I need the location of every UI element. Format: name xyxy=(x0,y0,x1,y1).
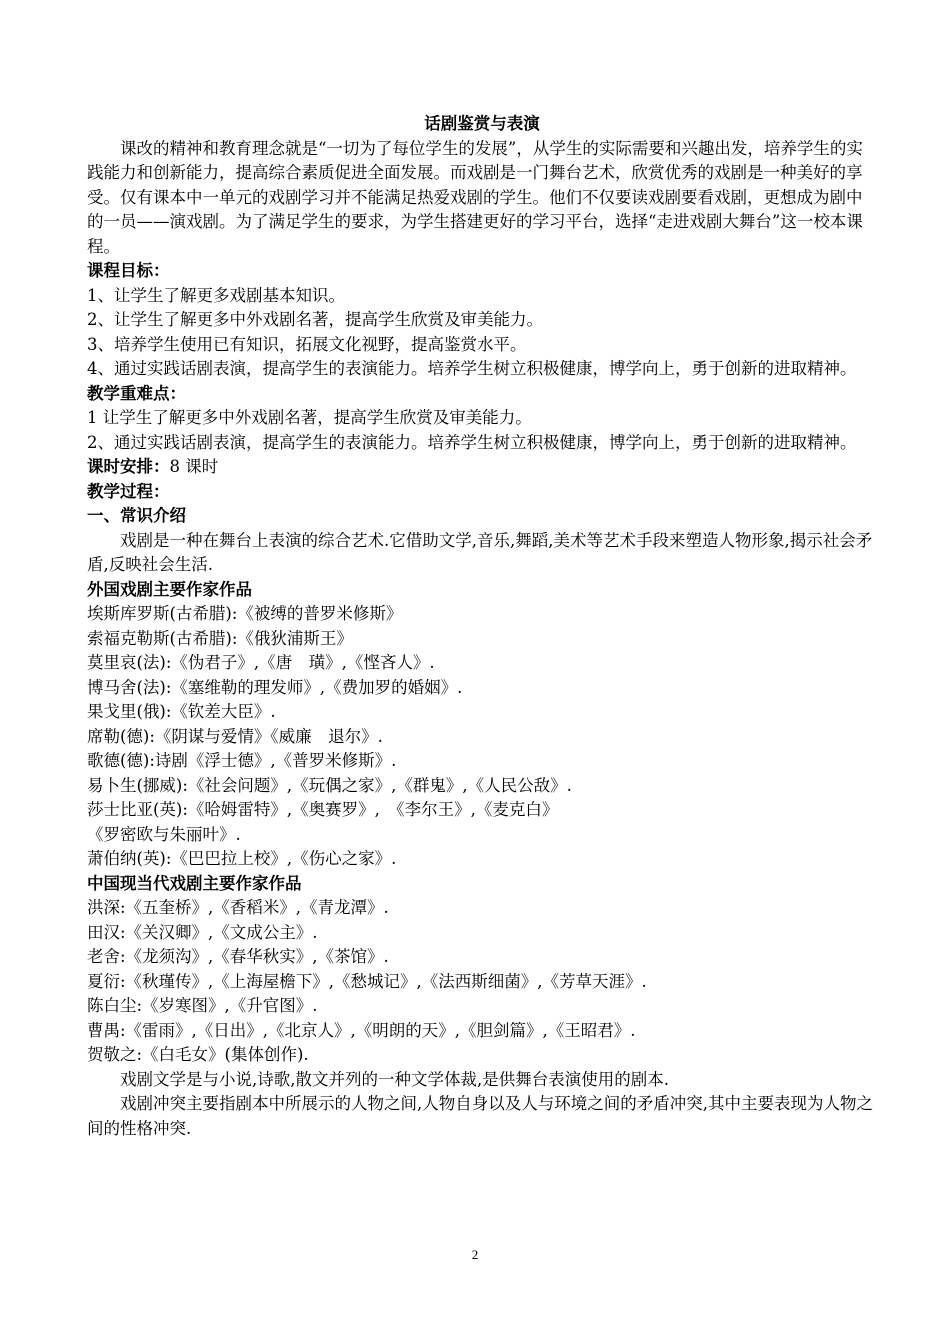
foreign-work-line: 索福克勒斯(古希腊):《俄狄浦斯王》 xyxy=(87,628,353,648)
goal-item: 1、让学生了解更多戏剧基本知识。 xyxy=(87,285,345,305)
foreign-work-line: 席勒(德):《阴谋与爱情》《威廉 退尔》. xyxy=(87,726,383,746)
closing-paragraph: 戏剧文学是与小说,诗歌,散文并列的一种文学体裁,是供舞台表演使用的剧本. xyxy=(120,1069,669,1089)
goal-item: 4、通过实践话剧表演，提高学生的表演能力。培养学生树立积极健康，博学向上，勇于创新的进取精神。 xyxy=(87,359,857,378)
goals-heading: 课程目标： xyxy=(87,261,170,280)
section1-text: 戏剧是一种在舞台上表演的综合艺术.它借助文学,音乐,舞蹈,美术等艺术手段来塑造人物形象,揭示社会矛盾,反映社会生活. xyxy=(87,530,873,574)
chinese-work-line: 陈白尘:《岁寒图》,《升官图》. xyxy=(87,996,318,1015)
page-title: 话剧鉴赏与表演 xyxy=(424,114,540,133)
key-point-item: 2、通过实践话剧表演，提高学生的表演能力。培养学生树立积极健康，博学向上，勇于创新的进取精神。 xyxy=(87,432,857,452)
schedule-line xyxy=(87,455,877,480)
foreign-work-line: 莎士比亚(英):《哈姆雷特》,《奥赛罗》, 《李尔王》,《麦克白》 xyxy=(87,800,559,819)
chinese-work-line: 洪深:《五奎桥》,《香稻米》,《青龙潭》. xyxy=(87,898,389,917)
section1-heading: 一、常识介绍 xyxy=(87,506,186,525)
foreign-work-line: 易卜生(挪威):《社会问题》,《玩偶之家》,《群鬼》,《人民公敌》. xyxy=(87,775,572,795)
closing-paragraph: 戏剧冲突主要指剧本中所展示的人物之间,人物自身以及人与环境之间的矛盾冲突,其中主要表现为人物之间的性格冲突. xyxy=(87,1094,873,1138)
chinese-work-line: 田汉:《关汉卿》,《文成公主》. xyxy=(87,922,318,942)
foreign-heading: 外国戏剧主要作家作品 xyxy=(87,579,252,599)
foreign-work-line: 莫里哀(法):《伪君子》,《唐 璜》,《悭吝人》. xyxy=(87,653,435,672)
foreign-work-line: 萧伯纳(英):《巴巴拉上校》,《伤心之家》. xyxy=(87,849,397,868)
schedule-label: 课时安排： xyxy=(87,457,170,476)
intro-paragraph: 课改的精神和教育理念就是“一切为了每位学生的发展”，从学生的实际需要和兴趣出发，培养学生的实践能力和创新能力，提高综合素质促进全面发展。而戏剧是一门舞台艺术，欣赏优秀的戏剧是一种美好的享受。仅有课本中一单元的戏剧学习并不能满足热爱戏剧的学生。他们不仅要读戏剧要看戏剧，更想成为剧中的一员——演戏剧。为了满足学生的要求，为学生搭建更好的学习平台，选择“走进戏剧大舞台”这一校本课程。 xyxy=(87,138,863,256)
foreign-work-line: 《罗密欧与朱丽叶》. xyxy=(87,824,241,844)
chinese-work-line: 夏衍:《秋瑾传》,《上海屋檐下》,《愁城记》,《法西斯细菌》,《芳草天涯》. xyxy=(87,971,647,991)
foreign-work-line: 歌德(德):诗剧《浮士德》,《普罗米修斯》. xyxy=(87,751,397,770)
foreign-work-line: 埃斯库罗斯(古希腊):《被缚的普罗米修斯》 xyxy=(87,604,403,623)
schedule-value: 8 课时 xyxy=(169,457,219,476)
page-number: 2 xyxy=(471,1247,479,1262)
goal-item: 3、培养学生使用已有知识，拓展文化视野，提高鉴赏水平。 xyxy=(87,334,527,354)
goal-item: 2、让学生了解更多中外戏剧名著，提高学生欣赏及审美能力。 xyxy=(87,310,543,329)
foreign-work-line: 博马舍(法):《塞维勒的理发师》,《费加罗的婚姻》. xyxy=(87,677,463,697)
chinese-work-line: 曹禺:《雷雨》,《日出》,《北京人》,《明朗的天》,《胆剑篇》,《王昭君》. xyxy=(87,1020,636,1040)
key-point-item: 1 让学生了解更多中外戏剧名著，提高学生欣赏及审美能力。 xyxy=(87,408,532,427)
document-page xyxy=(87,112,877,1141)
chinese-work-line: 老舍:《龙须沟》,《春华秋实》,《茶馆》. xyxy=(87,947,389,966)
chinese-work-line: 贺敬之:《白毛女》(集体创作). xyxy=(87,1045,309,1064)
chinese-heading: 中国现当代戏剧主要作家作品 xyxy=(87,873,302,893)
key-points-heading: 教学重难点： xyxy=(87,383,186,403)
foreign-work-line: 果戈里(俄):《钦差大臣》. xyxy=(87,702,276,721)
process-heading: 教学过程： xyxy=(87,481,170,501)
